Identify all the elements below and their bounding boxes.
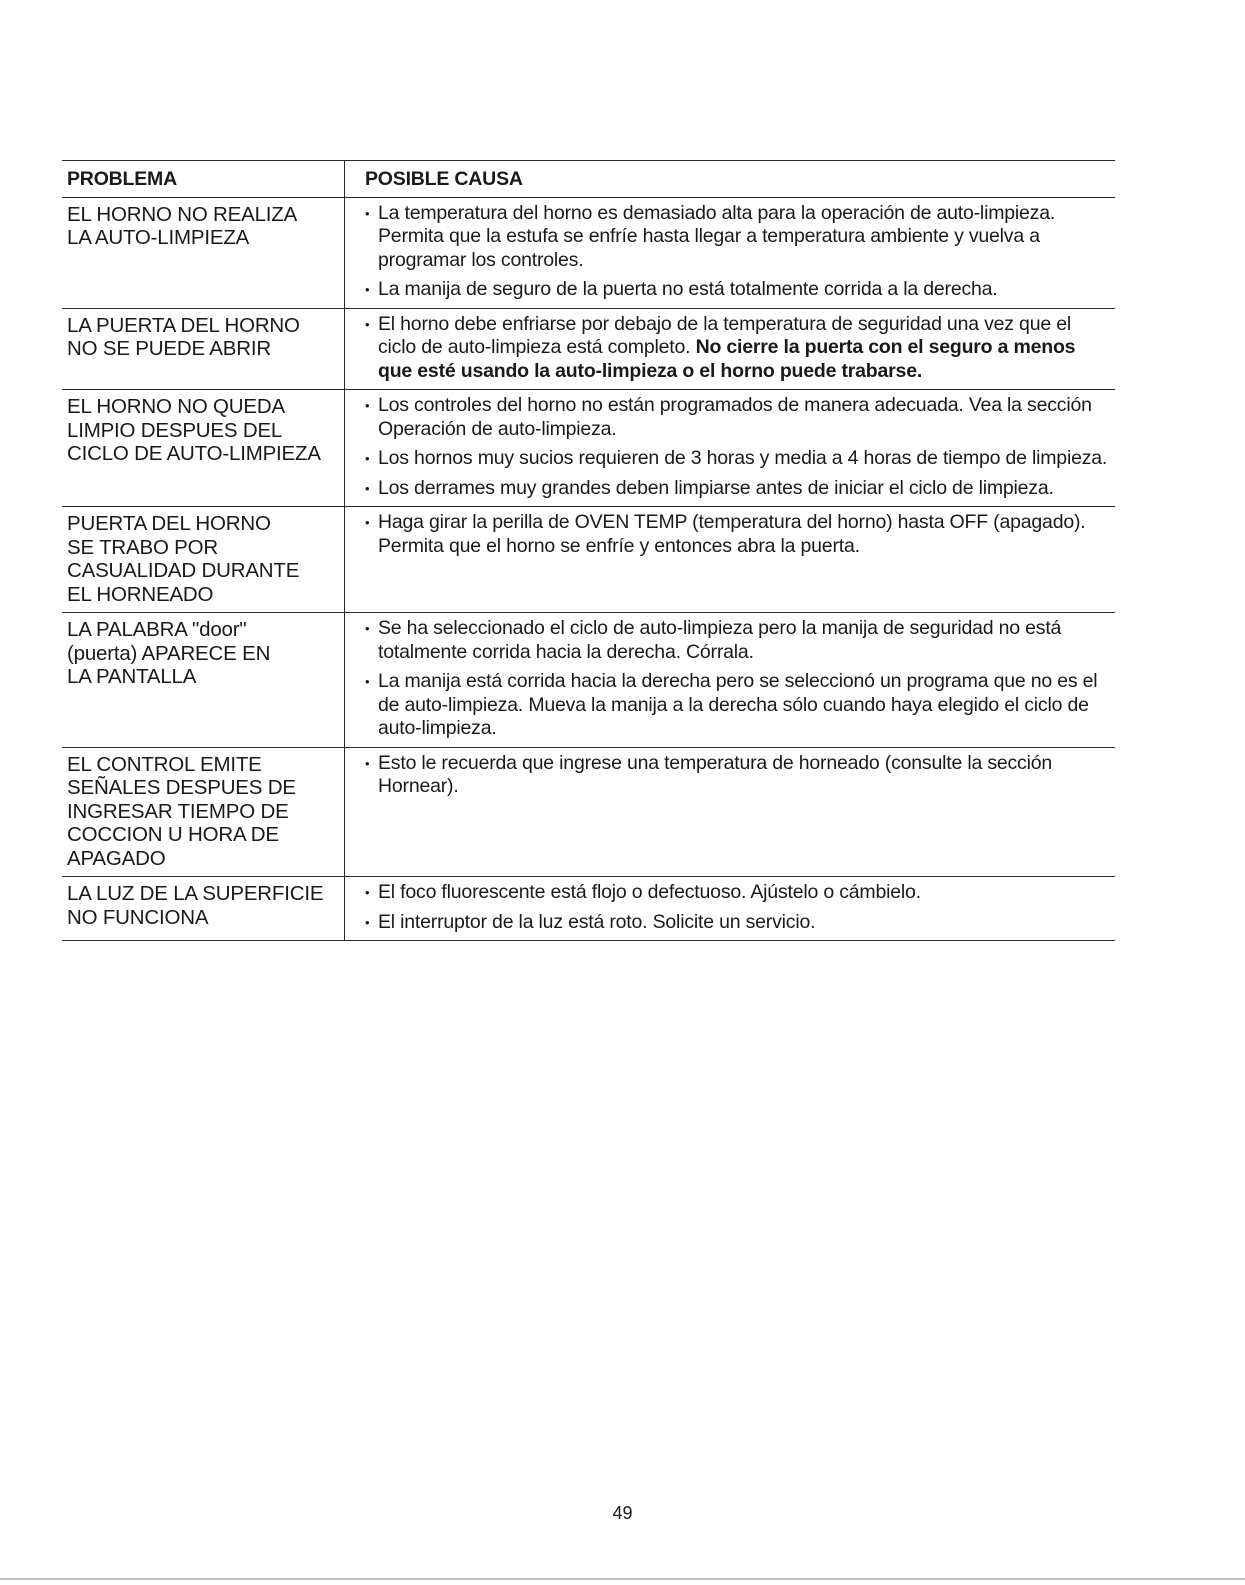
cause-text: El foco fluorescente está flojo o defectuoso. Ajústelo o cámbielo.	[378, 881, 921, 903]
page-number: 49	[612, 1503, 633, 1523]
cause-item	[365, 511, 1109, 558]
cause-text: El horno debe enfriarse por debajo de la temperatura de seguridad una vez que el ciclo de auto-limpieza está completo.	[378, 312, 1071, 358]
problem-cell: EL CONTROL EMITE SEÑALES DESPUES DE INGRESAR TIEMPO DE COCCION U HORA DE APAGADO	[62, 748, 345, 877]
cause-cell	[345, 748, 1115, 877]
problem-cell: PUERTA DEL HORNO SE TRABO POR CASUALIDAD DURANTE EL HORNEADO	[62, 507, 345, 612]
problem-cell: LA PALABRA "door" (puerta) APARECE EN LA PANTALLA	[62, 613, 345, 747]
problem-cell: LA PUERTA DEL HORNO NO SE PUEDE ABRIR	[62, 309, 345, 390]
cause-text: Esto le recuerda que ingrese una temperatura de horneado (consulte la sección Hornear).	[378, 751, 1053, 797]
table-row	[62, 197, 1115, 308]
cause-item	[365, 911, 1109, 935]
cause-text: La manija de seguro de la puerta no está totalmente corrida a la derecha.	[378, 278, 998, 300]
bullet-icon: •	[365, 205, 370, 221]
cause-item	[365, 447, 1109, 471]
bullet-icon: •	[365, 885, 370, 900]
troubleshooting-table	[62, 160, 1115, 941]
cause-cell	[345, 613, 1115, 747]
table-row	[62, 876, 1115, 940]
problem-cell: EL HORNO NO QUEDA LIMPIO DESPUES DEL CICLO DE AUTO-LIMPIEZA	[62, 390, 345, 506]
cause-cell	[345, 390, 1115, 506]
cause-item	[365, 202, 1109, 273]
cause-cell	[345, 198, 1115, 308]
table-row	[62, 612, 1115, 747]
table-header-row	[62, 161, 1115, 197]
cause-text: Los hornos muy sucios requieren de 3 horas y media a 4 horas de tiempo de limpieza.	[378, 447, 1108, 469]
problem-cell: LA LUZ DE LA SUPERFICIE NO FUNCIONA	[62, 877, 345, 940]
cause-text: La manija está corrida hacia la derecha pero se seleccionó un programa que no es el de auto-limpieza. Mueva la manija a la derecha sólo cuando haya elegido el ciclo de auto-limpieza.	[378, 670, 1098, 739]
cause-text: El interruptor de la luz está roto. Solicite un servicio.	[378, 910, 816, 933]
bullet-icon: •	[365, 451, 370, 466]
cause-item	[365, 617, 1109, 664]
cause-item	[365, 752, 1109, 799]
bullet-icon: •	[365, 621, 370, 636]
table-row	[62, 747, 1115, 877]
table-row	[62, 506, 1115, 612]
scan-edge-divider	[0, 1578, 1245, 1580]
bullet-icon: •	[365, 480, 370, 496]
cause-cell	[345, 507, 1115, 612]
problem-cell: EL HORNO NO REALIZA LA AUTO-LIMPIEZA	[62, 198, 345, 308]
table-row	[62, 389, 1115, 506]
bullet-icon: •	[365, 398, 370, 413]
cause-text: Los controles del horno no están programados de manera adecuada. Vea la sección Operación de auto-limpieza.	[378, 394, 1092, 440]
bullet-icon: •	[365, 674, 370, 689]
cause-text-bold: No cierre la puerta con el seguro a menos que esté usando la auto-limpieza o el horno puede trabarse.	[378, 336, 1076, 382]
cause-cell	[345, 877, 1115, 940]
bullet-icon: •	[365, 282, 370, 297]
cause-text: La temperatura del horno es demasiado alta para la operación de auto-limpieza. Permita que la estufa se enfríe hasta llegar a temperatura ambiente y vuelva a programar los controles.	[378, 201, 1056, 271]
table-row	[62, 308, 1115, 390]
cause-item	[365, 670, 1109, 741]
cause-item	[365, 278, 1109, 302]
cause-text: Se ha seleccionado el ciclo de auto-limpieza pero la manija de seguridad no está totalmente corrida hacia la derecha. Córrala.	[378, 617, 1062, 663]
header-cause: POSIBLE CAUSA	[365, 168, 523, 190]
bullet-icon: •	[365, 755, 370, 771]
cause-text: Haga girar la perilla de OVEN TEMP (temperatura del horno) hasta OFF (apagado). Permita que el horno se enfríe y entonces abra la puerta.	[378, 511, 1086, 557]
bullet-icon: •	[365, 515, 370, 530]
cause-item	[365, 313, 1109, 384]
bullet-icon: •	[365, 316, 370, 332]
header-problem: PROBLEMA	[62, 161, 345, 197]
cause-cell	[345, 309, 1115, 390]
cause-item	[365, 881, 1109, 905]
cause-text: Los derrames muy grandes deben limpiarse antes de iniciar el ciclo de limpieza.	[378, 476, 1054, 499]
cause-item	[365, 394, 1109, 441]
bullet-icon: •	[365, 914, 370, 930]
cause-item	[365, 477, 1109, 501]
